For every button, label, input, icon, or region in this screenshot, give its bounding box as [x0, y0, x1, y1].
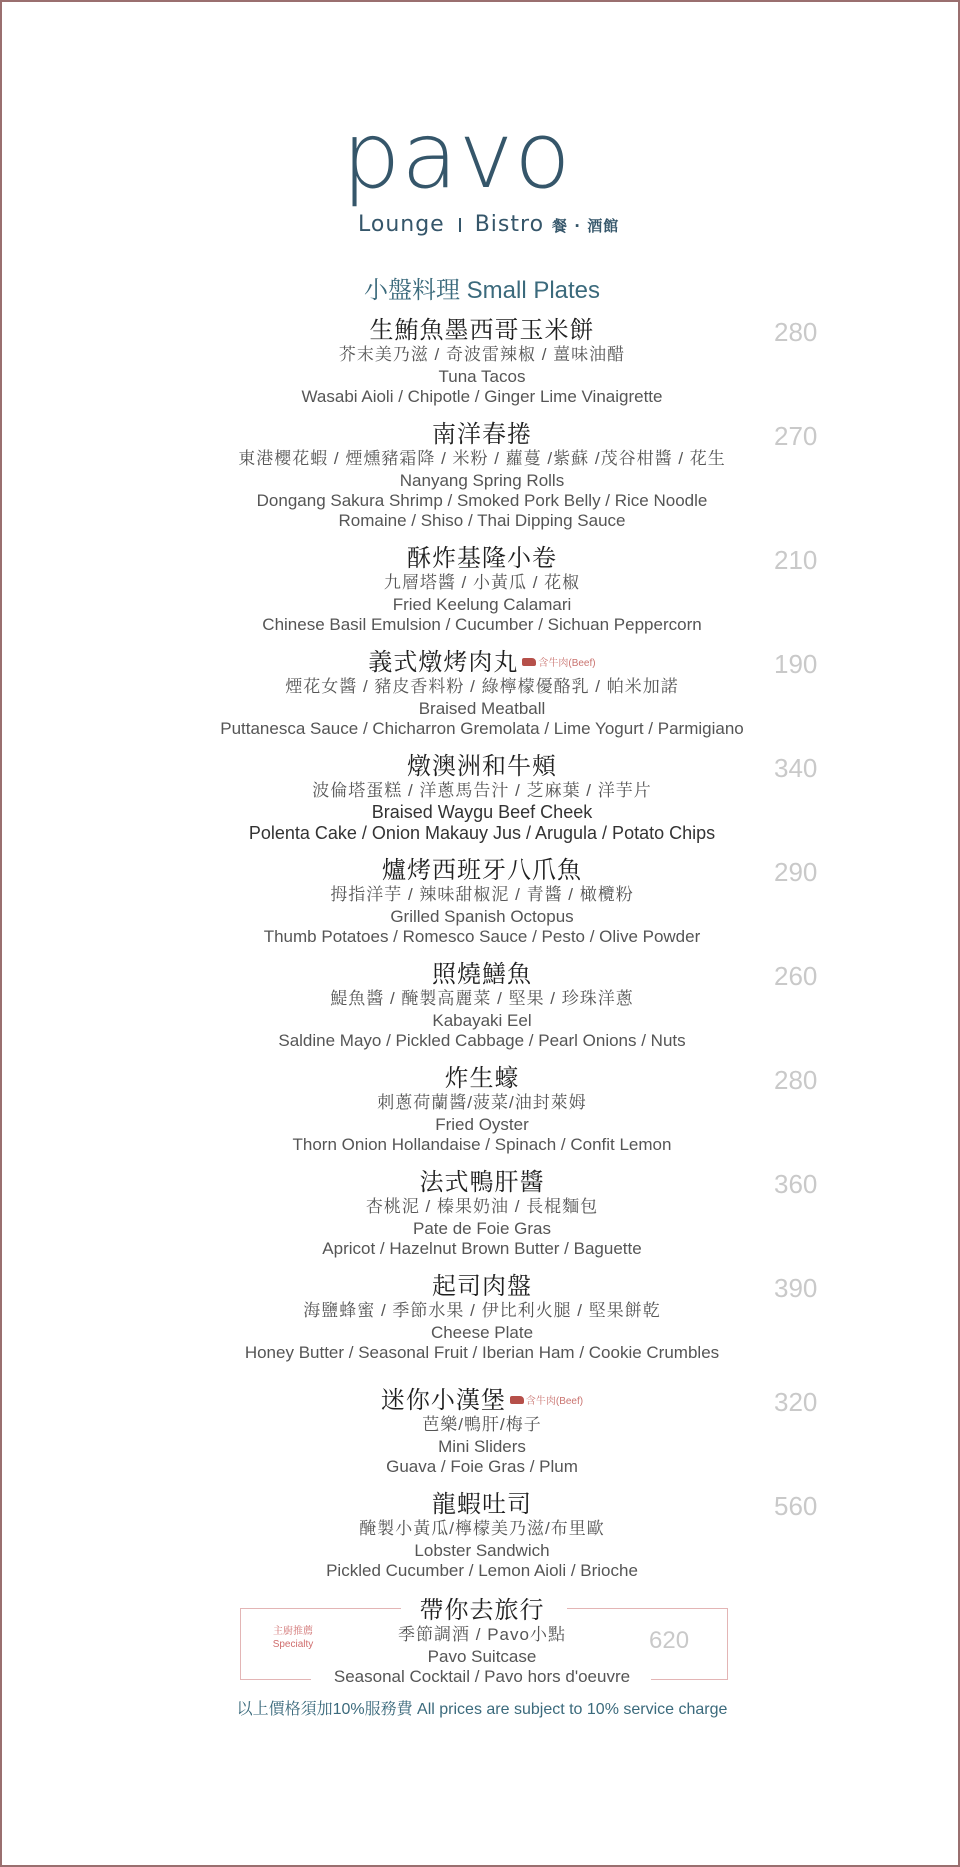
specialty-label-en: Specialty: [272, 1639, 314, 1650]
item-zh-desc: 拇指洋芋 / 辣味甜椒泥 / 青醬 / 橄欖粉: [330, 885, 634, 904]
item-en-name: Grilled Spanish Octopus: [390, 907, 574, 926]
item-price: 360: [774, 1169, 818, 1199]
item-zh-name-text: 酥炸基隆小卷: [407, 544, 557, 572]
service-charge-note: 以上價格須加10%服務費 All prices are subject to 10% service charge: [236, 1701, 728, 1718]
beef-badge-text: 含牛肉(Beef): [525, 1395, 584, 1407]
item-zh-name-text: 龍蝦吐司: [432, 1490, 532, 1518]
item-zh-name-text: 炸生蠔: [444, 1064, 520, 1092]
specialty-label-cn: 主廚推薦: [273, 1626, 313, 1637]
item-en-desc-2: Romaine / Shiso / Thai Dipping Sauce: [338, 511, 626, 530]
item-zh-desc: 海鹽蜂蜜 / 季節水果 / 伊比利火腿 / 堅果餅乾: [303, 1301, 661, 1320]
specialty-zh-name: 帶你去旅行: [419, 1596, 545, 1624]
beef-badge: [510, 1388, 583, 1416]
item-en-name: Nanyang Spring Rolls: [399, 471, 565, 490]
item-en-desc: Guava / Foie Gras / Plum: [386, 1457, 578, 1476]
logo-lounge: Lounge: [358, 212, 445, 237]
specialty-zh-desc: 季節調酒 / Pavo小點: [398, 1625, 566, 1644]
item-price: 560: [774, 1491, 818, 1521]
item-en-desc: Pickled Cucumber / Lemon Aioli / Brioche: [326, 1561, 638, 1580]
specialty-item: [2, 1596, 960, 1687]
logo-separator: [459, 218, 461, 232]
menu-item: [2, 1272, 960, 1363]
item-en-name: Mini Sliders: [438, 1437, 526, 1456]
menu-item: [2, 1168, 960, 1259]
item-en-desc: Thorn Onion Hollandaise / Spinach / Confit Lemon: [292, 1135, 672, 1154]
item-en-name: Kabayaki Eel: [432, 1011, 532, 1030]
menu-item: [2, 752, 960, 843]
specialty-en-desc: Seasonal Cocktail / Pavo hors d'oeuvre: [333, 1667, 631, 1686]
brand-logo: [342, 102, 662, 250]
item-zh-name-text: 照燒鱔魚: [432, 960, 532, 988]
item-en-desc: Honey Butter / Seasonal Fruit / Iberian Ham / Cookie Crumbles: [244, 1343, 720, 1362]
beef-badge: [522, 650, 595, 678]
specialty-en-name: Pavo Suitcase: [427, 1647, 537, 1666]
menu-item: [2, 544, 960, 635]
item-en-desc: Thumb Potatoes / Romesco Sauce / Pesto / Olive Powder: [263, 927, 701, 946]
item-en-name: Braised Meatball: [418, 699, 546, 718]
item-en-name: Pate de Foie Gras: [413, 1219, 551, 1238]
item-zh-name-text: 起司肉盤: [432, 1272, 532, 1300]
item-price: 390: [774, 1273, 818, 1303]
logo-bistro-cn: 餐 · 酒館: [552, 217, 620, 235]
item-zh-name-text: 南洋春捲: [432, 420, 532, 448]
item-zh-desc: 波倫塔蛋糕 / 洋蔥馬告汁 / 芝麻葉 / 洋芋片: [312, 781, 652, 800]
cow-icon: [522, 658, 536, 666]
item-zh-name-text: 義式燉烤肉丸: [368, 648, 519, 676]
item-en-name: Fried Oyster: [435, 1115, 529, 1134]
item-zh-desc: 杏桃泥 / 榛果奶油 / 長棍麵包: [365, 1197, 599, 1216]
item-price: 190: [774, 649, 818, 679]
item-en-name: Lobster Sandwich: [414, 1541, 550, 1560]
item-zh-desc: 九層塔醬 / 小黃瓜 / 花椒: [383, 573, 581, 592]
item-en-desc: Puttanesca Sauce / Chicharron Gremolata / Lime Yogurt / Parmigiano: [220, 719, 744, 738]
item-en-name: Braised Waygu Beef Cheek: [371, 802, 593, 822]
item-price: 260: [774, 961, 818, 991]
item-price: 280: [774, 1065, 818, 1095]
menu-item: [2, 316, 960, 407]
item-zh-name-text: 迷你小漢堡: [380, 1386, 506, 1414]
menu-item: [2, 960, 960, 1051]
menu-item: [2, 1064, 960, 1155]
specialty-price: 620: [649, 1627, 690, 1654]
item-zh-desc: 芥末美乃滋 / 奇波雷辣椒 / 薑味油醋: [338, 345, 626, 364]
section-title: 小盤料理 Small Plates: [363, 277, 601, 304]
beef-badge-text: 含牛肉(Beef): [538, 657, 596, 669]
item-price: 210: [774, 545, 818, 575]
item-price: 280: [774, 317, 818, 347]
menu-item: [2, 1386, 960, 1477]
item-en-name: Tuna Tacos: [438, 367, 526, 386]
item-zh-desc: 煙花女醬 / 豬皮香料粉 / 綠檸檬優酪乳 / 帕米加諾: [285, 677, 679, 696]
item-zh-desc: 醃製小黃瓜/檸檬美乃滋/布里歐: [359, 1519, 605, 1538]
item-zh-desc: 刺蔥荷蘭醬/菠菜/油封萊姆: [377, 1093, 587, 1112]
logo-bistro: Bistro: [474, 212, 545, 237]
item-zh-desc: 鯷魚醬 / 醃製高麗菜 / 堅果 / 珍珠洋蔥: [330, 989, 634, 1008]
item-zh-name-text: 生鮪魚墨西哥玉米餅: [369, 316, 595, 344]
item-zh-name-text: 燉澳洲和牛頰: [407, 752, 557, 780]
item-zh-desc: 芭樂/鴨肝/梅子: [422, 1415, 542, 1434]
menu-item: [2, 1490, 960, 1581]
item-en-desc: Wasabi Aioli / Chipotle / Ginger Lime Vinaigrette: [301, 387, 663, 406]
item-price: 290: [774, 857, 818, 887]
item-en-desc: Apricot / Hazelnut Brown Butter / Baguette: [322, 1239, 642, 1258]
menu-item: [2, 420, 960, 531]
item-zh-name-text: 法式鴨肝醬: [419, 1168, 545, 1196]
menu-item: [2, 648, 960, 739]
item-price: 340: [774, 753, 818, 783]
logo-subtitle: [358, 212, 619, 237]
item-zh-name-text: 爐烤西班牙八爪魚: [382, 856, 582, 884]
item-en-desc: Saldine Mayo / Pickled Cabbage / Pearl Onions / Nuts: [278, 1031, 686, 1050]
item-en-desc: Chinese Basil Emulsion / Cucumber / Sichuan Peppercorn: [262, 615, 702, 634]
item-en-desc: Dongang Sakura Shrimp / Smoked Pork Belly / Rice Noodle: [256, 491, 708, 510]
logo-wordmark: pavo: [342, 102, 572, 209]
cow-icon: [510, 1396, 524, 1404]
item-en-desc: Polenta Cake / Onion Makauy Jus / Arugula / Potato Chips: [248, 823, 716, 843]
item-price: 320: [774, 1387, 818, 1417]
item-price: 270: [774, 421, 818, 451]
item-en-name: Cheese Plate: [430, 1323, 534, 1342]
item-en-name: Fried Keelung Calamari: [392, 595, 572, 614]
item-zh-desc: 東港櫻花蝦 / 煙燻豬霜降 / 米粉 / 蘿蔓 /紫蘇 /茂谷柑醬 / 花生: [238, 449, 726, 468]
menu-item: [2, 856, 960, 947]
